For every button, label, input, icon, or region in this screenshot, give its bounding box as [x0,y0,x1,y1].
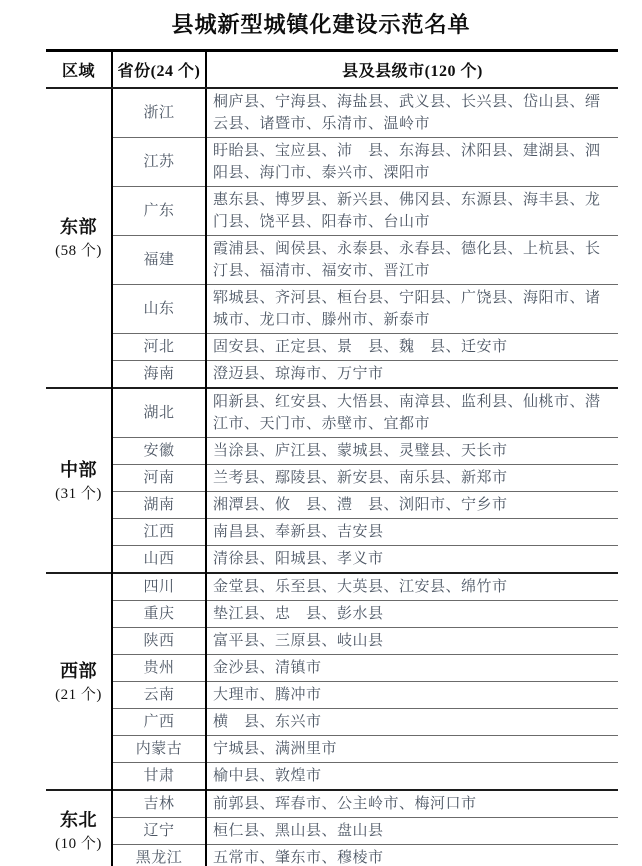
province-cell: 福建 [112,236,206,285]
table-row [46,546,618,574]
table-row [46,682,618,709]
table-row [46,519,618,546]
table-row [46,601,618,628]
province-cell: 河南 [112,465,206,492]
counties-cell: 湘潭县、攸 县、澧 县、浏阳市、宁乡市 [206,492,618,519]
table-row [46,790,618,818]
province-cell: 甘肃 [112,763,206,791]
counties-cell: 当涂县、庐江县、蒙城县、灵璧县、天长市 [206,438,618,465]
counties-cell: 阳新县、红安县、大悟县、南漳县、监利县、仙桃市、潜江市、天门市、赤壁市、宜都市 [206,388,618,438]
counties-cell: 惠东县、博罗县、新兴县、佛冈县、东源县、海丰县、龙门县、饶平县、阳春市、台山市 [206,187,618,236]
province-cell: 江苏 [112,138,206,187]
counties-cell: 横 县、东兴市 [206,709,618,736]
region-count: (58 个) [55,243,102,259]
region-name: 中部 [60,459,97,480]
table-row [46,763,618,791]
table-row [46,709,618,736]
table-row [46,818,618,845]
counties-cell: 垫江县、忠 县、彭水县 [206,601,618,628]
counties-cell: 金堂县、乐至县、大英县、江安县、绵竹市 [206,573,618,601]
province-cell: 内蒙古 [112,736,206,763]
counties-cell: 霞浦县、闽侯县、永泰县、永春县、德化县、上杭县、长汀县、福清市、福安市、晋江市 [206,236,618,285]
col-header-counties: 县及县级市(120 个) [206,51,618,89]
table-row [46,236,618,285]
region-cell [46,790,112,866]
table-row [46,285,618,334]
province-cell: 湖南 [112,492,206,519]
table-body [46,88,618,866]
province-cell: 河北 [112,334,206,361]
header-row [46,51,618,89]
province-cell: 贵州 [112,655,206,682]
region-count: (31 个) [55,485,102,502]
province-cell: 江西 [112,519,206,546]
table-row [46,438,618,465]
region-count: (21 个) [55,686,102,703]
province-cell: 吉林 [112,790,206,818]
page-title: 县城新型城镇化建设示范名单 [171,12,471,37]
province-cell: 四川 [112,573,206,601]
table-row [46,334,618,361]
table-row [46,736,618,763]
table-row [46,361,618,389]
table-row [46,655,618,682]
counties-cell: 桓仁县、黑山县、盘山县 [206,818,618,845]
region-cell [46,388,112,573]
region-name: 东部 [60,217,97,237]
table-row [46,187,618,236]
counties-cell: 五常市、肇东市、穆棱市 [206,845,618,866]
table-row [46,388,618,438]
province-cell: 重庆 [112,601,206,628]
province-cell: 辽宁 [112,818,206,845]
region-count: (10 个) [55,836,102,852]
province-cell: 陕西 [112,628,206,655]
counties-cell: 大理市、腾冲市 [206,682,618,709]
province-cell: 黑龙江 [112,845,206,866]
province-cell: 安徽 [112,438,206,465]
province-cell: 海南 [112,361,206,389]
region-name: 西部 [60,660,97,681]
region-cell [46,88,112,388]
province-cell: 湖北 [112,388,206,438]
province-cell: 云南 [112,682,206,709]
table-row [46,138,618,187]
region-name: 东北 [60,810,97,830]
counties-cell: 南昌县、奉新县、吉安县 [206,519,618,546]
table-header [46,51,618,89]
counties-cell: 盱眙县、宝应县、沛 县、东海县、沭阳县、建湖县、泗阳县、海门市、泰兴市、溧阳市 [206,138,618,187]
table-row [46,492,618,519]
province-cell: 山西 [112,546,206,574]
counties-cell: 兰考县、鄢陵县、新安县、南乐县、新郑市 [206,465,618,492]
region-cell [46,573,112,790]
province-cell: 浙江 [112,88,206,138]
counties-cell: 宁城县、满洲里市 [206,736,618,763]
table-row [46,465,618,492]
province-cell: 山东 [112,285,206,334]
table-row [46,628,618,655]
col-header-province: 省份(24 个) [112,51,206,89]
province-cell: 广东 [112,187,206,236]
table-row [46,573,618,601]
counties-cell: 郓城县、齐河县、桓台县、宁阳县、广饶县、海阳市、诸城市、龙口市、滕州市、新泰市 [206,285,618,334]
province-cell: 广西 [112,709,206,736]
counties-cell: 富平县、三原县、岐山县 [206,628,618,655]
counties-cell: 前郭县、珲春市、公主岭市、梅河口市 [206,790,618,818]
table-row [46,845,618,866]
counties-cell: 清徐县、阳城县、孝义市 [206,546,618,574]
demonstration-list-table [46,49,618,866]
counties-cell: 桐庐县、宁海县、海盐县、武义县、长兴县、岱山县、缙云县、诸暨市、乐清市、温岭市 [206,88,618,138]
counties-cell: 金沙县、清镇市 [206,655,618,682]
counties-cell: 澄迈县、琼海市、万宁市 [206,361,618,389]
counties-cell: 固安县、正定县、景 县、魏 县、迁安市 [206,334,618,361]
counties-cell: 榆中县、敦煌市 [206,763,618,791]
col-header-region: 区域 [46,51,112,89]
table-row [46,88,618,138]
